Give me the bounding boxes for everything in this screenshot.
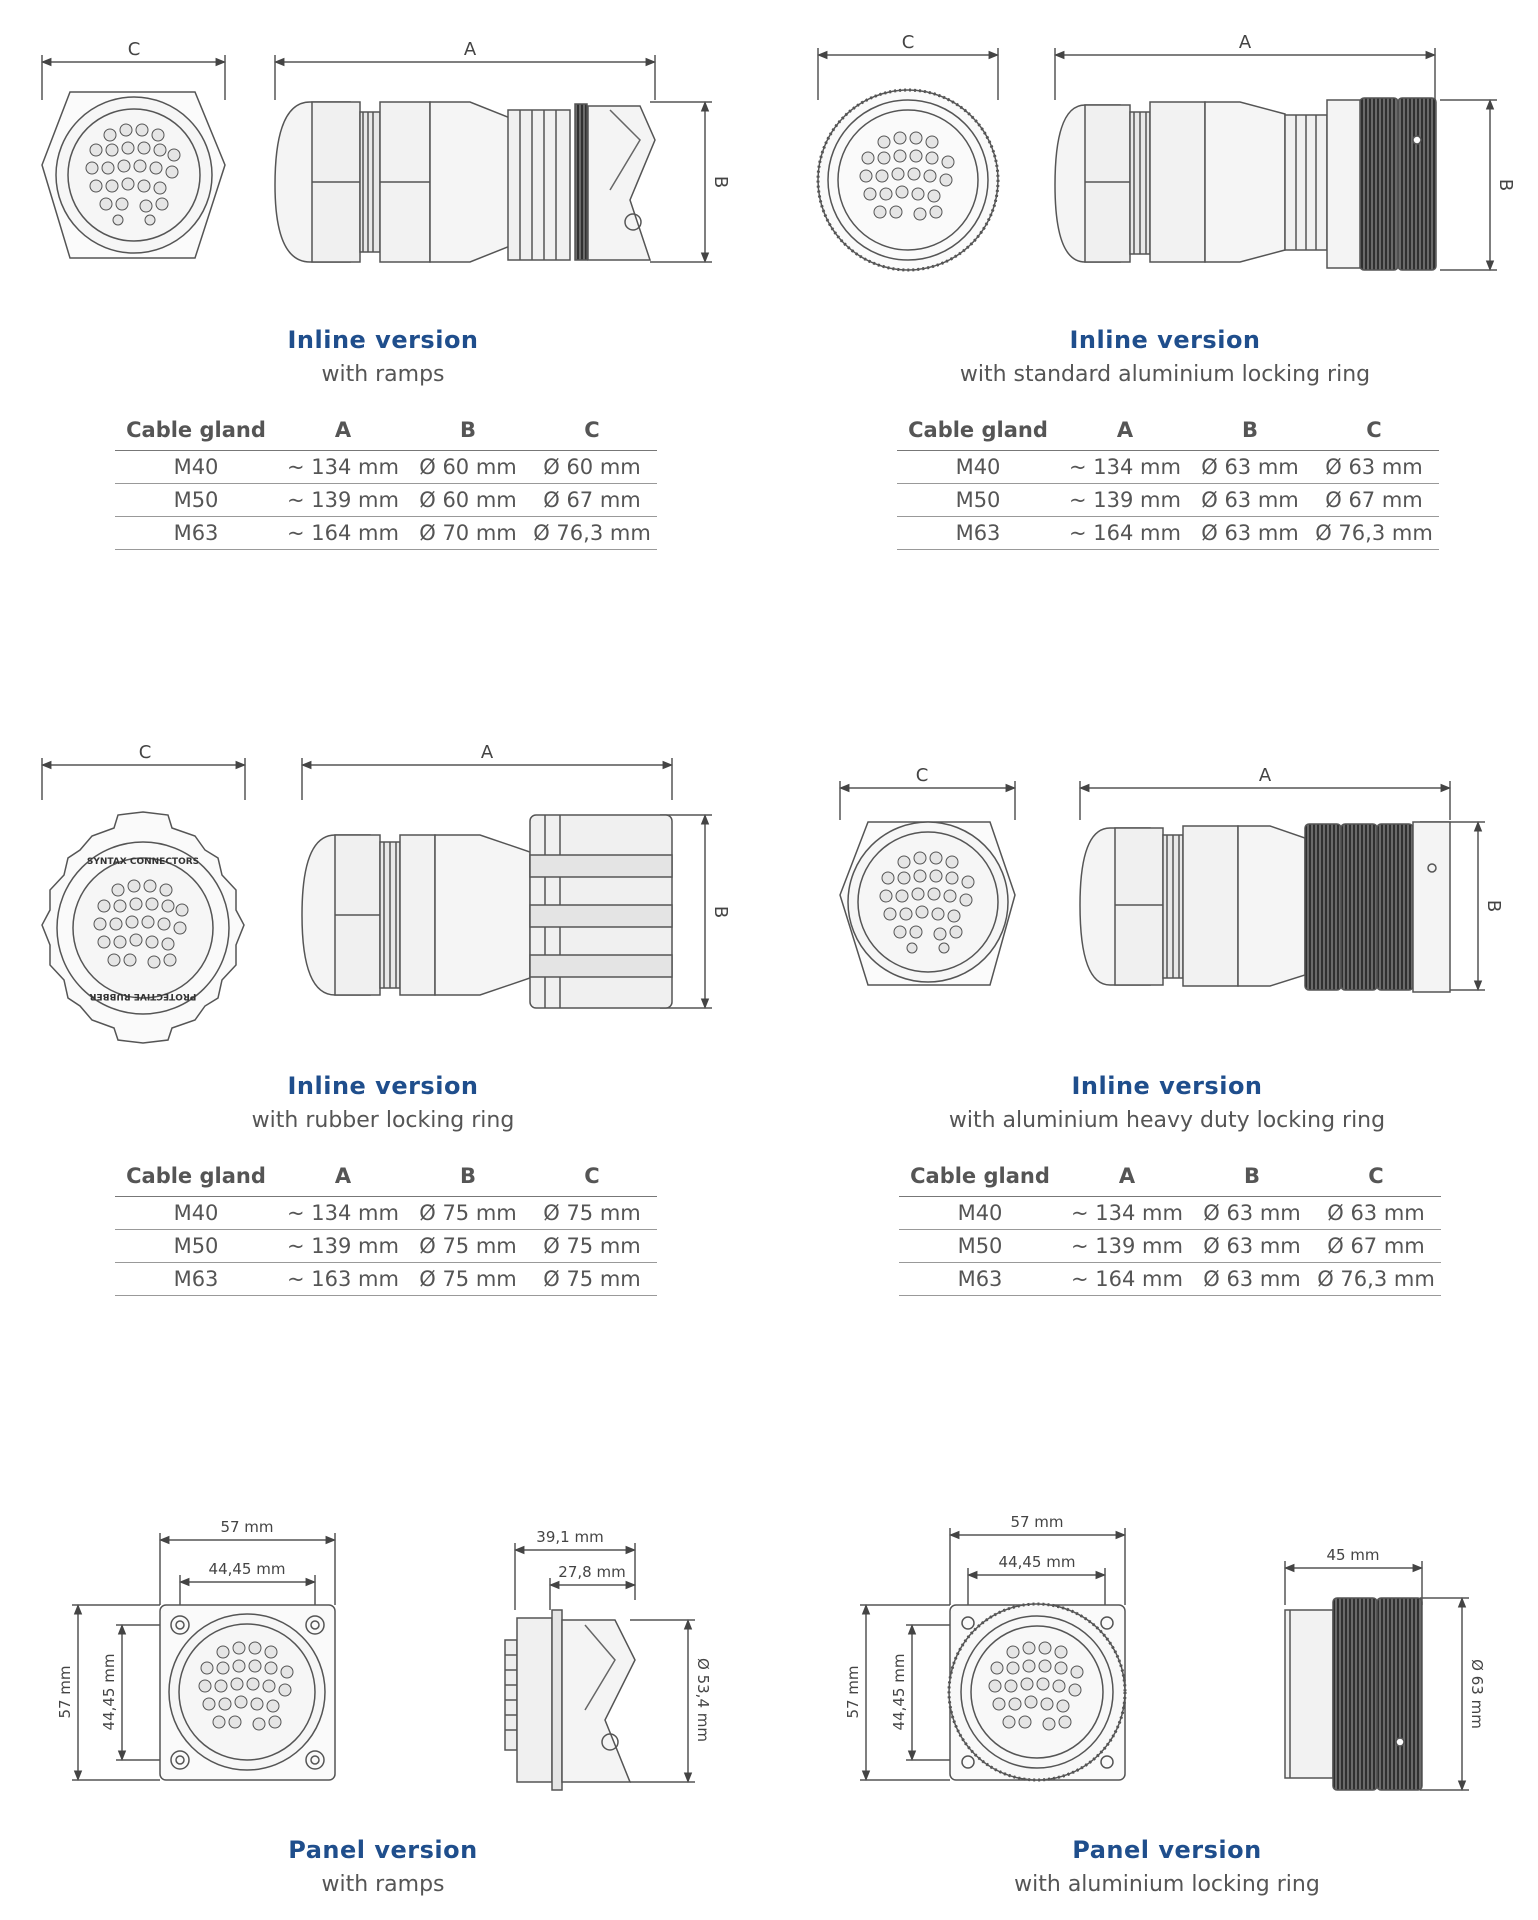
- table-cell: M40: [899, 1197, 1061, 1230]
- drawing-panel-aluminium-ring: [860, 1528, 1469, 1790]
- table-header: C: [527, 418, 657, 451]
- table-cell: Ø 63 mm: [1193, 1197, 1311, 1230]
- table-row: [115, 1197, 657, 1230]
- section-title: Panel version: [1072, 1836, 1262, 1864]
- section-subtitle: with ramps: [321, 362, 445, 387]
- table-header: A: [277, 418, 409, 451]
- dim-a-label: A: [463, 39, 477, 60]
- table-cell: Ø 67 mm: [1311, 1230, 1441, 1263]
- table-row: [899, 1263, 1441, 1296]
- table-cell: Ø 63 mm: [1193, 1230, 1311, 1263]
- dim-b-label: B: [1495, 178, 1516, 192]
- dim-c-label: C: [915, 765, 929, 786]
- table-cell: ~ 139 mm: [1059, 484, 1191, 517]
- table-cell: Ø 75 mm: [409, 1197, 527, 1230]
- table-header: B: [409, 1164, 527, 1197]
- table-cell: Ø 60 mm: [409, 484, 527, 517]
- table-cell: Ø 60 mm: [409, 451, 527, 484]
- section-subtitle: with standard aluminium locking ring: [959, 362, 1371, 387]
- table-header: B: [409, 418, 527, 451]
- section-title: Inline version: [287, 1072, 479, 1100]
- dim-c-label: C: [127, 39, 141, 60]
- drawing-inline-ramps: [42, 55, 712, 262]
- table-cell: ~ 164 mm: [277, 517, 409, 550]
- table-cell: M63: [897, 517, 1059, 550]
- table-cell: Ø 63 mm: [1191, 484, 1309, 517]
- table-cell: Ø 75 mm: [409, 1230, 527, 1263]
- dim-diameter-label: Ø 53,4 mm: [694, 1658, 712, 1742]
- table-cell: M50: [115, 1230, 277, 1263]
- dim-outer-label: 57 mm: [1010, 1513, 1064, 1531]
- dim-depth-outer-label: 39,1 mm: [536, 1528, 604, 1546]
- table-row: [897, 451, 1439, 484]
- section-subtitle: with aluminium heavy duty locking ring: [948, 1108, 1386, 1133]
- table-cell: Ø 76,3 mm: [1311, 1263, 1441, 1296]
- table-cell: Ø 75 mm: [527, 1197, 657, 1230]
- table-cell: M40: [897, 451, 1059, 484]
- dim-b-label: B: [710, 175, 731, 189]
- dimension-table: [115, 1164, 657, 1296]
- table-header: C: [1311, 1164, 1441, 1197]
- dim-b-label: B: [710, 905, 731, 919]
- table-header: C: [1309, 418, 1439, 451]
- table-cell: ~ 139 mm: [277, 1230, 409, 1263]
- dim-diameter-label: Ø 63 mm: [1468, 1659, 1486, 1729]
- table-cell: ~ 134 mm: [1061, 1197, 1193, 1230]
- table-cell: Ø 63 mm: [1191, 517, 1309, 550]
- table-cell: Ø 60 mm: [527, 451, 657, 484]
- table-header: A: [1059, 418, 1191, 451]
- dim-height-outer-label: 57 mm: [844, 1665, 862, 1719]
- table-row: [115, 1230, 657, 1263]
- table-row: [899, 1197, 1441, 1230]
- table-cell: M50: [897, 484, 1059, 517]
- table-row: [115, 517, 657, 550]
- caption-panel-aluminium-ring: [887, 1836, 1447, 1897]
- face-text-bottom: PROTECTIVE RUBBER: [89, 991, 197, 1001]
- caption-inline-ramps: [103, 326, 663, 387]
- section-title: Panel version: [288, 1836, 478, 1864]
- table-row: [115, 451, 657, 484]
- table-cell: Ø 63 mm: [1191, 451, 1309, 484]
- drawing-inline-standard-ring: [818, 48, 1497, 270]
- table-row: [115, 1263, 657, 1296]
- table-cell: M40: [115, 1197, 277, 1230]
- table-header: Cable gland: [897, 418, 1059, 451]
- section-title: Inline version: [287, 326, 479, 354]
- table-cell: Ø 67 mm: [527, 484, 657, 517]
- caption-inline-heavy-duty-ring: [887, 1072, 1447, 1133]
- table-cell: M50: [115, 484, 277, 517]
- dim-a-label: A: [1258, 765, 1272, 786]
- drawing-inline-rubber-ring: [42, 758, 712, 1043]
- table-cell: Ø 67 mm: [1309, 484, 1439, 517]
- table-cell: M63: [115, 517, 277, 550]
- drawing-inline-heavy-duty-ring: [840, 781, 1485, 992]
- caption-inline-standard-ring: [885, 326, 1445, 387]
- table-cell: Ø 63 mm: [1193, 1263, 1311, 1296]
- table-header: C: [527, 1164, 657, 1197]
- table-cell: ~ 164 mm: [1061, 1263, 1193, 1296]
- table-cell: Ø 63 mm: [1309, 451, 1439, 484]
- table-cell: Ø 76,3 mm: [527, 517, 657, 550]
- dim-inner-label: 44,45 mm: [998, 1553, 1076, 1571]
- table-cell: M63: [115, 1263, 277, 1296]
- dim-depth-inner-label: 27,8 mm: [558, 1563, 626, 1581]
- table-cell: M63: [899, 1263, 1061, 1296]
- dim-outer-label: 57 mm: [220, 1518, 274, 1536]
- dimension-table: [897, 418, 1439, 550]
- table-header: B: [1191, 418, 1309, 451]
- face-text-top: SYNTAX CONNECTORS: [86, 857, 200, 867]
- section-subtitle: with ramps: [321, 1872, 445, 1897]
- section-subtitle: with rubber locking ring: [251, 1108, 515, 1133]
- table-cell: ~ 139 mm: [1061, 1230, 1193, 1263]
- dim-height-outer-label: 57 mm: [56, 1665, 74, 1719]
- table-cell: M40: [115, 451, 277, 484]
- table-header: Cable gland: [115, 1164, 277, 1197]
- table-cell: Ø 63 mm: [1311, 1197, 1441, 1230]
- dim-a-label: A: [480, 742, 494, 763]
- dimension-table: [899, 1164, 1441, 1296]
- table-cell: ~ 134 mm: [1059, 451, 1191, 484]
- table-cell: M50: [899, 1230, 1061, 1263]
- section-subtitle: with aluminium locking ring: [1014, 1872, 1320, 1897]
- table-header: B: [1193, 1164, 1311, 1197]
- section-title: Inline version: [1069, 326, 1261, 354]
- dim-height-inner-label: 44,45 mm: [100, 1653, 118, 1731]
- dim-c-label: C: [901, 32, 915, 53]
- table-cell: ~ 134 mm: [277, 451, 409, 484]
- table-header: A: [277, 1164, 409, 1197]
- table-header: Cable gland: [115, 418, 277, 451]
- table-row: [897, 517, 1439, 550]
- table-cell: Ø 75 mm: [527, 1230, 657, 1263]
- dim-c-label: C: [138, 742, 152, 763]
- dim-inner-label: 44,45 mm: [208, 1560, 286, 1578]
- table-cell: ~ 164 mm: [1059, 517, 1191, 550]
- dim-a-label: A: [1238, 32, 1252, 53]
- dim-depth-label: 45 mm: [1326, 1546, 1380, 1564]
- table-row: [115, 484, 657, 517]
- table-cell: ~ 134 mm: [277, 1197, 409, 1230]
- table-cell: ~ 163 mm: [277, 1263, 409, 1296]
- table-row: [899, 1230, 1441, 1263]
- dimension-table: [115, 418, 657, 550]
- dim-b-label: B: [1483, 899, 1504, 913]
- table-header: Cable gland: [899, 1164, 1061, 1197]
- table-cell: Ø 70 mm: [409, 517, 527, 550]
- table-cell: Ø 76,3 mm: [1309, 517, 1439, 550]
- table-cell: ~ 139 mm: [277, 484, 409, 517]
- caption-panel-ramps: [103, 1836, 663, 1897]
- dim-height-inner-label: 44,45 mm: [890, 1653, 908, 1731]
- table-row: [897, 484, 1439, 517]
- caption-inline-rubber-ring: [103, 1072, 663, 1133]
- table-cell: Ø 75 mm: [409, 1263, 527, 1296]
- table-header: A: [1061, 1164, 1193, 1197]
- section-title: Inline version: [1071, 1072, 1263, 1100]
- table-cell: Ø 75 mm: [527, 1263, 657, 1296]
